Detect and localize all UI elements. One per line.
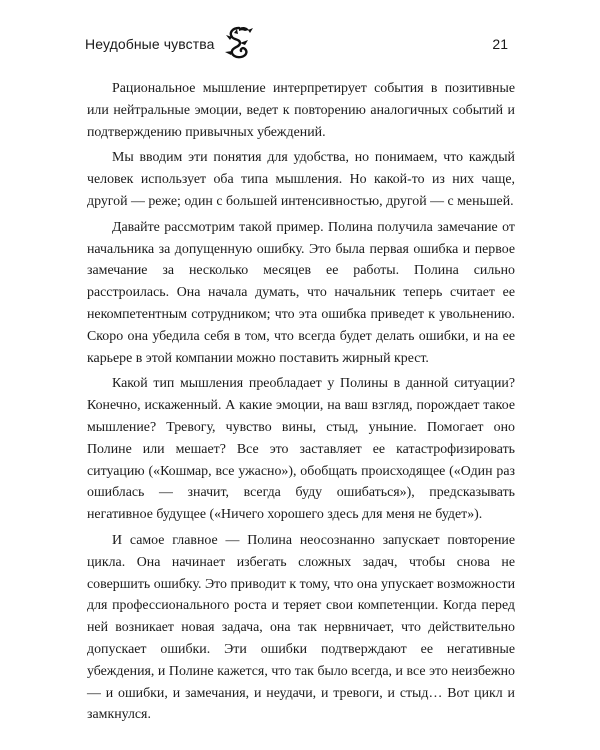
paragraph: Давайте рассмотрим такой пример. Полина получила замечание от начальника за допущенную ошибку. Это была первая ошибка и первое замечание за несколько месяцев ее работы. Полина сильно расстроилась. Она начала думать, что начальник теперь считает ее некомпетентным сотрудником; что эта ошибка приведет к увольнению. Скоро она убедила себя в том, что всегда будет делать ошибки, и на ее карьере в этой компании можно поставить жирный крест. — [87, 219, 515, 366]
paragraph: Рациональное мышление интерпретирует события в позитивные или нейтральные эмоции, ведет к повторению аналогичных событий и подтверждению привычных убеждений. — [87, 81, 515, 140]
paragraph: Какой тип мышления преобладает у Полины в данной ситуации? Конечно, искаженный. А какие эмоции, на ваш взгляд, порождает такое мышление? Тревогу, чувство вины, стыд, уныние. Помогает оно Полине или мешает? Все это заставляет ее катастрофизировать ситуацию («Кошмар, все ужасно»), обобщать происходящее («Один раз ошиблась — значит, всегда буду ошибаться»), предсказывать негативное будущее («Ничего хорошего здесь для меня не будет»). — [87, 376, 515, 523]
body-text — [87, 78, 515, 730]
paragraph: И самое главное — Полина неосознанно запускает повторение цикла. Она начинает избегать сложных задач, чтобы снова не совершить ошибку. Это приводит к тому, что она упускает возможности для профессионального роста и теряет свои компетенции. Когда перед ней возникает новая задача, она так нервничает, что действительно допускает ошибки. Эти ошибки подтверждают ее негативные убеждения, и Полине кажется, что так было всегда, и все это неизбежно — и ошибки, и замечания, и неудачи, и тревоги, и стыд… Вот цикл и замкнулся. — [87, 532, 515, 723]
page-number: 21 — [492, 36, 508, 52]
dragon-icon — [223, 25, 255, 61]
running-title: Неудобные чувства — [85, 36, 215, 52]
paragraph: Мы вводим эти понятия для удобства, но понимаем, что каждый человек использует оба типа мышления. Но какой-то из них чаще, другой — реже; один с большей интенсивностью, другой — с меньшей. — [87, 150, 515, 209]
